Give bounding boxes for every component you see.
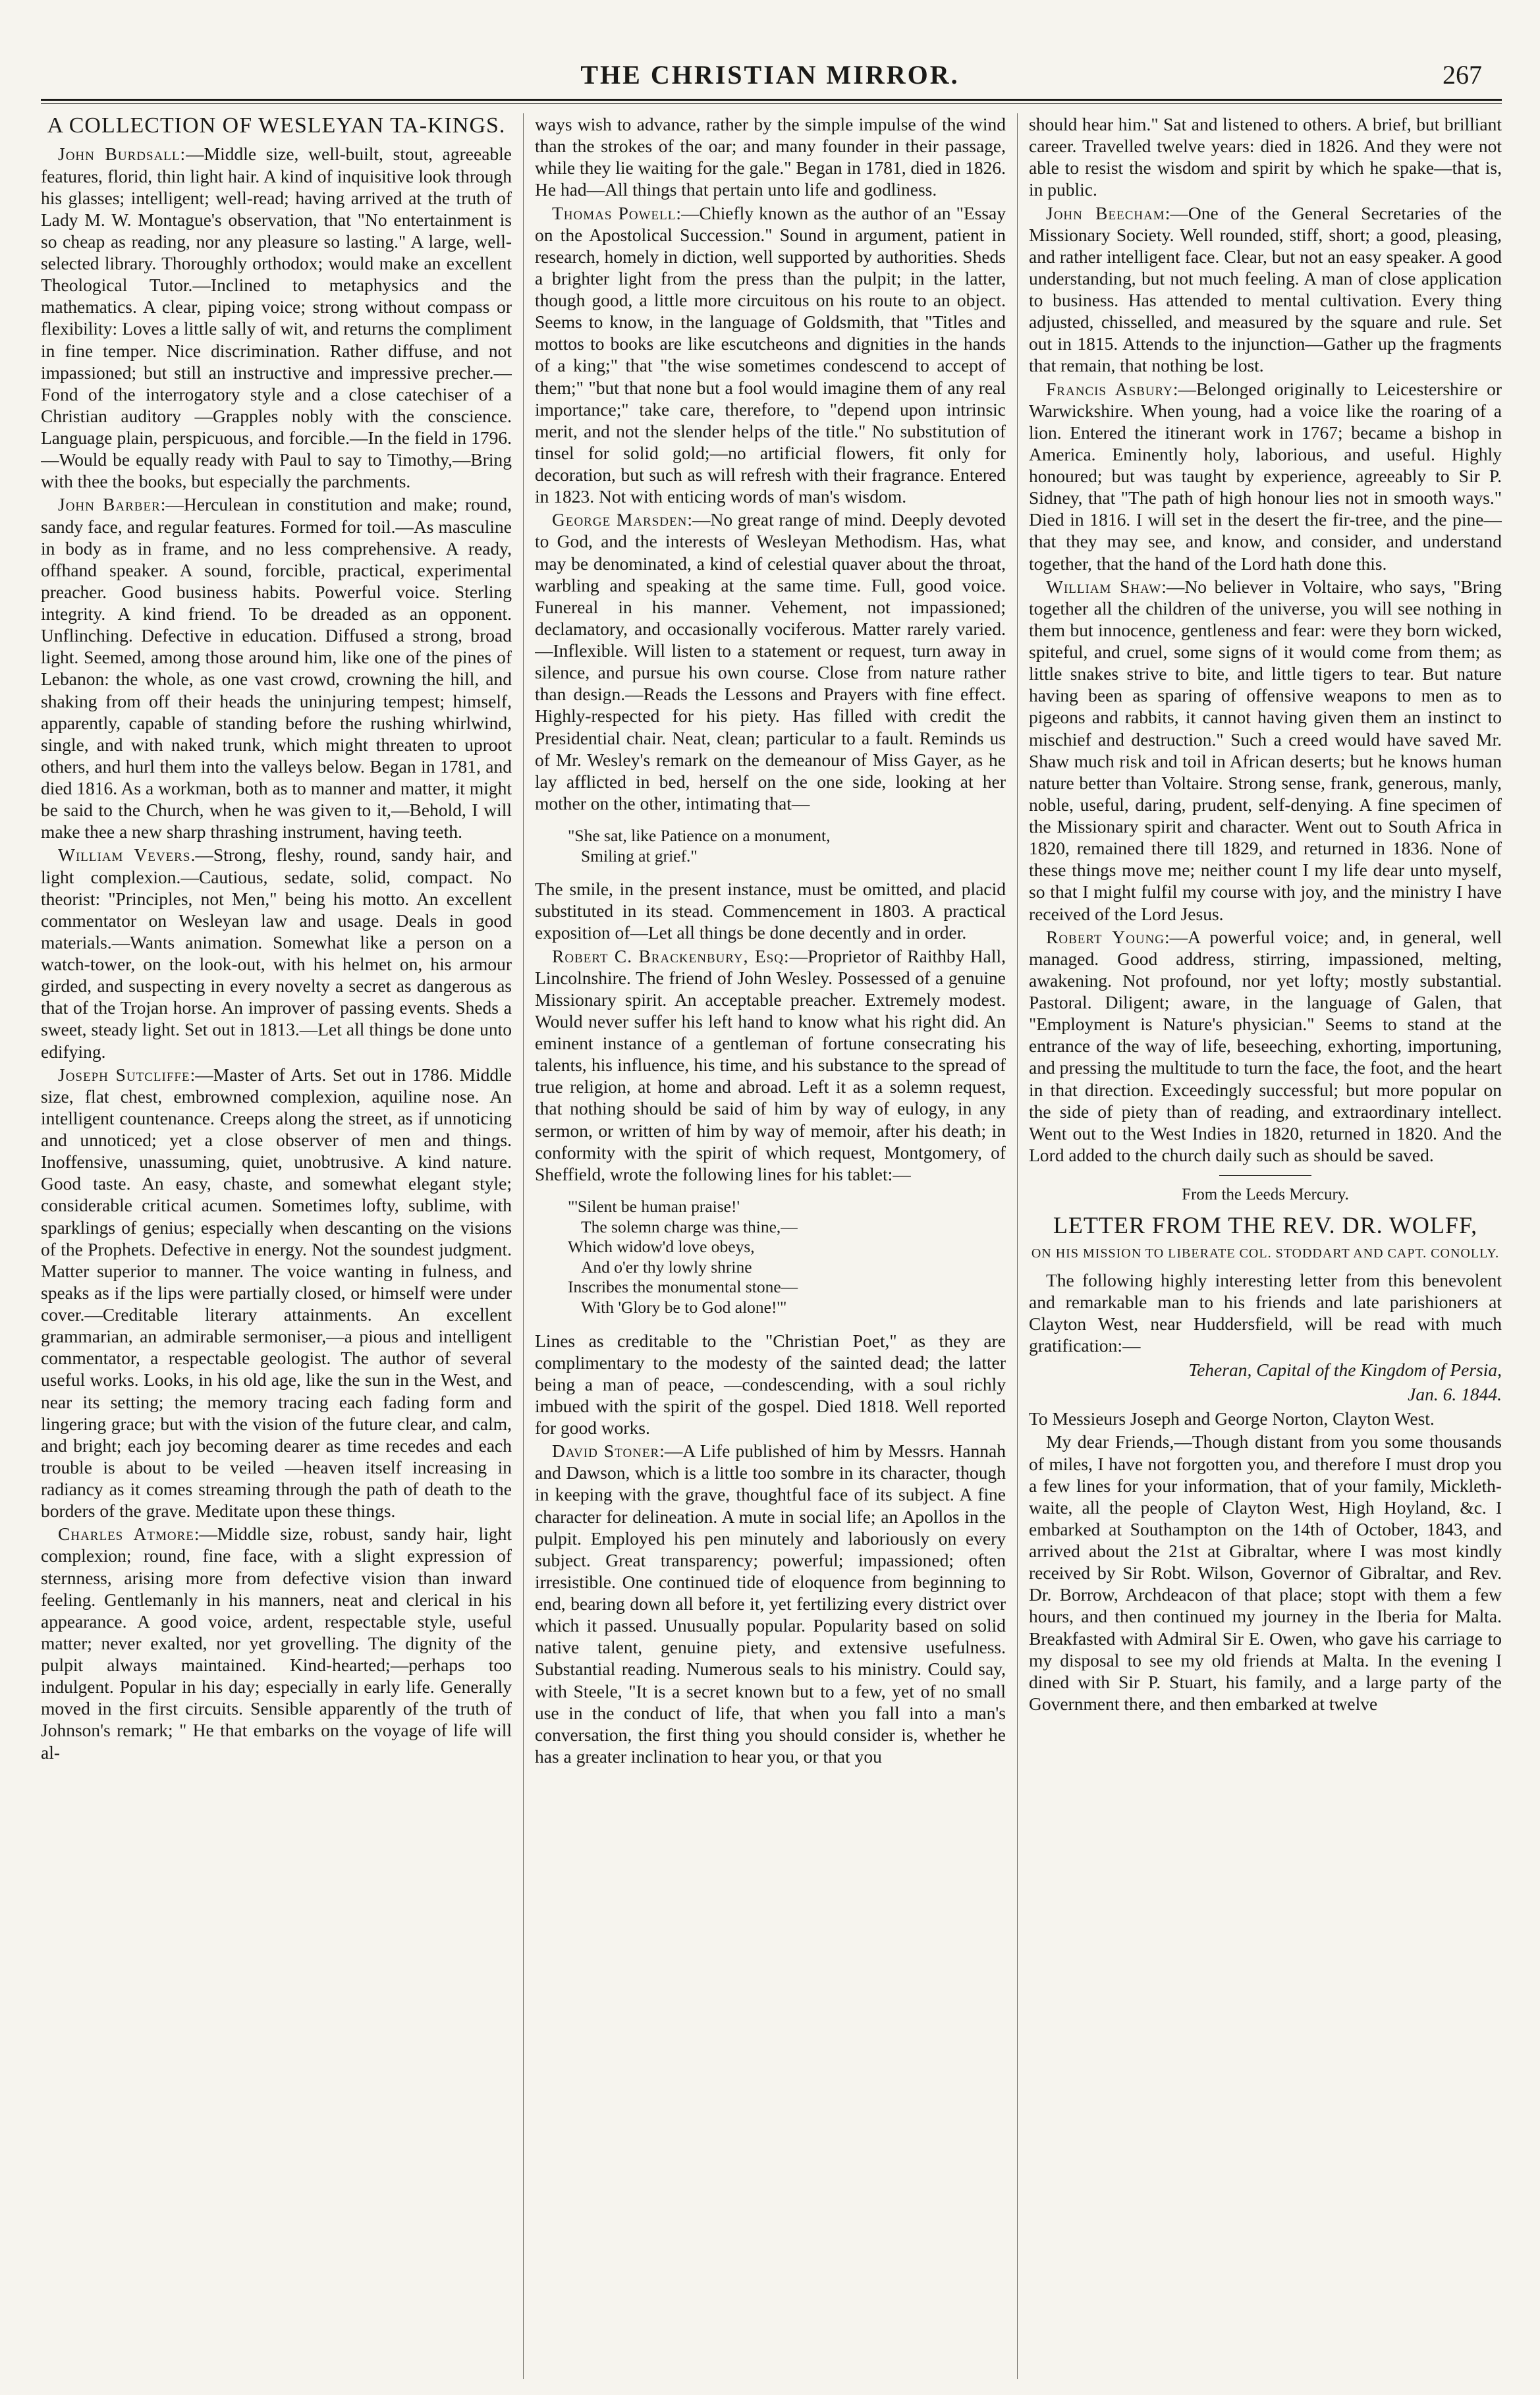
article-paragraph: My dear Friends,—Though distant from you some thousands of miles, I have not forgotten you, and therefore I must drop you a few lines for your information, that of your family, Mickleth-waite, all the people of Clayton West, High Hoyland, &c. I embarked at Southampton on the 14th of October, 1843, and arrived about the 21st at Gibraltar, where I was most kindly received by Sir Robt. Wilson, Governor of Gibraltar, and Rev. Dr. Borrow, Archdeacon of that place; stopt with them a few hours, and then continued my journey in the Iberia for Malta. Breakfasted with Admiral Sir E. Owen, who gave his carriage to my disposal to see my old friends at Malta. In the evening I dined with Sir P. Stuart, his family, and a large party of the Government there, and then embarked at twelve xyxy=(1029,1431,1502,1714)
person-name: Robert C. Brackenbury, Esq: xyxy=(552,945,790,966)
person-name: David Stoner xyxy=(552,1441,660,1462)
article-paragraph: George Marsden:—No great range of mind. Deeply devoted to God, and the interests of Wesleyan Methodism. Has, what may be denominated, a kind of celestial quaver about the throat, warbling and speaking at the same time. Full, good voice. Funereal in his manner. Vehement, not impassioned; declamatory, and occasionally vociferous. Matter rarely varied.—Inflexible. Will listen to a statement or request, turn away in silence, and pursue his own course. Close from nature rather than design.—Reads the Lessons and Prayers with fine effect. Highly-respected for his piety. Has filled with credit the Presidential chair. Neat, clean; particular to a fault. Reminds us of Mr. Wesley's remark on the demeanour of Miss Gayer, as he lay afflicted in bed, herself on the one side, looking at her mother on the other, intimating that— xyxy=(535,509,1006,813)
dateline: Teheran, Capital of the Kingdom of Persia, xyxy=(1188,1360,1502,1381)
article-paragraph: John Beecham:—One of the General Secretaries of the Missionary Society. Well rounded, stiff, short; a good, pleasing, and rather intelligent face. Clear, but not an easy speaker. A good understanding, but not much feeling. A man of close application to business. Has attended to mental cultivation. Every thing adjusted, chisselled, and measured by the square and rule. Set out in 1815. Attends to the injunction—Gather up the fragments that remain, that nothing be lost. xyxy=(1029,202,1502,376)
person-name: Charles Atmore xyxy=(58,1524,194,1545)
person-name: Thomas Powell xyxy=(552,202,676,223)
article-paragraph: Robert Young:—A powerful voice; and, in general, well managed. Good address, stirring, impassioned, melting, awakening. Not profound, nor yet lofty; mostly substantial. Pastoral. Diligent; aware, in the language of Galen, that "Employment is Nature's physician." Seems to stand at the entrance of the way of life, beseeching, exhorting, importuning, and pressing the multitude to turn the face, the foot, and the heart in that direction. Exceedingly successful; but more popular on the side of piety than of reading, and extraordinary intellect. Went out to the West Indies in 1820, returned in 1820. And the Lord added to the church daily such as should be saved. xyxy=(1029,926,1502,1165)
column-2 xyxy=(535,113,1006,2379)
article-paragraph: Francis Asbury:—Belonged originally to Leicestershire or Warwickshire. When young, had a voice like the roaring of a lion. Entered the itinerant work in 1767; became a bishop in America. Eminently holy, laborious, and useful. Highly honoured; but was taught by experience, agreeably to Sir P. Sidney, that "The path of high honour lies not in smooth ways." Died in 1816. I will set in the desert the fir-tree, and the pine—that they may see, and know, and consider, and understand together, that the hand of the Lord hath done this. xyxy=(1029,378,1502,574)
person-name: Francis Asbury xyxy=(1046,378,1173,399)
running-head xyxy=(0,53,1540,99)
column-divider xyxy=(1017,113,1018,2379)
column-3 xyxy=(1029,113,1502,2379)
article-paragraph: Charles Atmore:—Middle size, robust, sandy hair, light complexion; round, fine face, with a slight expression of sternness, arising more from defective vision than inward feeling. Gentlemanly in his manners, neat and clerical in his appearance. A good voice, ardent, respectable style, useful matter; never exalted, nor yet grovelling. The dignity of the pulpit always maintained. Kind-hearted;—perhaps too indulgent. Popular in his day; especially in early life. Generally moved in the first circuits. Sensible apparently of the truth of Johnson's remark; " He that embarks on the voyage of life will al- xyxy=(41,1524,512,1763)
person-name: William Shaw xyxy=(1046,576,1162,597)
article-paragraph: William Shaw:—No believer in Voltaire, who says, "Bring together all the children of the universe, you will see nothing in them but innocence, gentleness and fear: were they born wicked, spiteful, and cruel, some signs of it would come from them; as little snakes strive to bite, and little tigers to tear. But nature having been as sparing of offensive weapons to men as to pigeons and rabbits, it cannot having given them an instinct to mischief and destruction." Such a creed would have saved Mr. Shaw much risk and toil in African deserts; but he knows human nature better than Voltaire. Strong sense, frank, generous, manly, noble, useful, daring, prudent, self-denying. A fine specimen of the Missionary spirit and character. Went out to South Africa in 1820, remained there till 1829, and returned in 1836. None of these things move me; neither count I my life dear unto myself, so that I might fulfil my course with joy, and the ministry I have received of the Lord Jesus. xyxy=(1029,576,1502,924)
person-name: Robert Young xyxy=(1046,926,1165,947)
article-paragraph: John Burdsall:—Middle size, well-built, stout, agreeable features, florid, thin light hair. A kind of inquisitive look through his glasses; intelligent; well-read; having arrived at the truth of Lady M. W. Montague's observation, that "No entertainment is so cheap as reading, nor any pleasure so lasting." A large, well-selected library. Thoroughly orthodox; would make an excellent Theological Tutor.—Inclined to metaphysics and the mathematics. A clear, piping voice; strong without compass or flexibility: Loves a little sally of wit, and returns the compliment in fine temper. Nice discrimination. Rather diffuse, and not impassioned; but still an instructive and impressive precher.—Fond of the interrogatory style and a close catechiser of a Christian auditory —Grapples nobly with the conscience. Language plain, perspicuous, and forcible.—In the field in 1796.—Would be equally ready with Paul to say to Timothy,—Bring with thee the books, but especially the parchments. xyxy=(41,144,512,492)
person-name: Joseph Sutcliffe xyxy=(58,1064,190,1085)
article-paragraph: Joseph Sutcliffe:—Master of Arts. Set out in 1786. Middle size, flat chest, embrowned complexion, aquiline nose. An intelligent countenance. Creeps along the street, as if unnoticing and unnoticed; yet a close observer of men and things. Inoffensive, unassuming, quiet, unobtrusive. A kind nature. Good taste. An easy, chaste, and somewhat elegant style; considerable critical acumen. Sometimes lofty, sublime, with sparklings of genius; especially when descanting on the visions of the Prophets. Defective in energy. Not the soundest judgment. Matter superior to manner. The voice wanting in fulness, and speaks as if the lips were partially closed, or himself were under cover.—Creditable literary attainments. An excellent grammarian, an admirable sermoniser,—a pious and intelligent commentator, a respectable geologist. The author of several useful works. Looks, in his old age, like the sun in the West, and near its setting; the memory tracing each fading form and lingering grace; but with the vision of the future clear, and calm, and bright; each joy becoming dearer as time recedes and each trouble is about to be veiled —heaven itself increasing in radiancy as it comes streaming through the path of death to the borders of the grave. Meditate upon these things. xyxy=(41,1064,512,1522)
person-name: John Burdsall: xyxy=(58,144,186,165)
article-paragraph: ways wish to advance, rather by the simple impulse of the wind than the strokes of the oar; and many founder in their passage, while they lie waiting for the gale." Began in 1781, died in 1826. He had—All things that pertain unto life and godliness. xyxy=(535,114,1006,200)
article-paragraph: John Barber:—Herculean in constitution and make; round, sandy face, and regular features. Formed for toil.—As masculine in body as in frame, and no less comprehensive. A ready, offhand speaker. A sound, forcible, practical, experimental preacher. Good business habits. Powerful voice. Sterling integrity. A kind friend. To be dreaded as an opponent. Unflinching. Defective in education. Diffused a strong, broad light. Seemed, among those around him, like one of the pines of Lebanon: the whole, as one vast crowd, crowning the hill, and shaking from off their heads the uninjuring tempest; himself, apparently, capable of standing before the rushing whirlwind, single, and with naked trunk, which might threaten to uproot others, and hurl them into the valleys below. Began in 1781, and died 1816. As a workman, both as to manner and matter, it might be said to the Church, when he was given to it,—Behold, I will make thee a new sharp thrashing instrument, having teeth. xyxy=(41,494,512,842)
column-1 xyxy=(41,113,512,2379)
section-divider xyxy=(1219,1175,1311,1176)
header-rule-thin xyxy=(41,103,1502,104)
column-divider xyxy=(523,113,524,2379)
article-paragraph: The following highly interesting letter from this benevolent and remarkable man to his friends and late parishioners at Clayton West, near Huddersfield, will be read with much gratification:— xyxy=(1029,1269,1502,1356)
page-title: THE CHRISTIAN MIRROR. xyxy=(580,60,960,90)
quotation: "She sat, like Patience on a monument, Smiling at grief." xyxy=(568,826,831,866)
person-name: John Beecham xyxy=(1046,202,1165,223)
article-paragraph: Robert C. Brackenbury, Esq:—Proprietor of Raithby Hall, Lincolnshire. The friend of John Wesley. Possessed of a genuine Missionary spirit. An acceptable preacher. Extremely modest. Would never suffer his left hand to know what his right did. An eminent instance of a gentleman of fortune consecrating his talents, his influence, his time, and his substance to the spread of true religion, at home and abroad. Left it as a solemn request, that nothing should be said of him by way of eulogy, in any sermon, or written of him by way of memoir, after his death; in conformity with the spirit of which request, Montgomery, of Sheffield, wrote the following lines for his tablet:— xyxy=(535,945,1006,1184)
letter-title: LETTER FROM THE REV. DR. WOLFF, xyxy=(1053,1212,1478,1239)
person-name: George Marsden xyxy=(552,509,688,530)
letter-subtitle: ON HIS MISSION TO LIBERATE COL. STODDART AND CAPT. CONOLLY. xyxy=(1031,1246,1500,1261)
person-name: John Barber xyxy=(58,494,161,515)
person-name: William Vevers xyxy=(58,844,191,866)
article-paragraph: William Vevers.—Strong, fleshy, round, sandy hair, and light complexion.—Cautious, sedate, solid, compact. No theorist: "Principles, not Men," being his motto. An excellent commentator on Wesleyan law and usage. Deals in good materials.—Wants animation. Somewhat like a person on a watch-tower, on the look-out, with his helmet on, his armour girded, and suspecting in every novelty a secret as dangerous as that of the Trojan horse. An improver of passing events. Sheds a sweet, steady light. Set out in 1813.—Let all things be done unto edifying. xyxy=(41,844,512,1062)
article-paragraph: The smile, in the present instance, must be omitted, and placid substituted in its stead. Commencement in 1803. A practical exposition of—Let all things be done decently and in order. xyxy=(535,879,1006,943)
page-number: 267 xyxy=(1443,60,1482,90)
section-heading: A COLLECTION OF WESLEYAN TA-KINGS. xyxy=(47,113,506,138)
salutation: To Messieurs Joseph and George Norton, Clayton West. xyxy=(1029,1408,1435,1429)
dateline-date: Jan. 6. 1844. xyxy=(1408,1384,1502,1405)
epitaph-poem: "'Silent be human praise!' The solemn charge was thine,— Which widow'd love obeys, And o'er thy lowly shrine Inscribes the monumental stone— With 'Glory be to God alone!'" xyxy=(568,1196,798,1317)
header-rule xyxy=(41,99,1502,101)
article-paragraph: Lines as creditable to the "Christian Poet," as they are complimentary to the modesty of the sainted dead; the latter being a man of peace, —condescending, with a soul richly imbued with the spirit of the gospel. Died 1818. Well reported for good works. xyxy=(535,1330,1006,1438)
article-paragraph: David Stoner:—A Life published of him by Messrs. Hannah and Dawson, which is a little too sombre in its character, though in keeping with the grave, thoughtful face of its subject. A fine character for delineation. A mute in social life; an Apollos in the pulpit. Employed his pen minutely and laboriously on every subject. Great transparency; powerful; impassioned; often irresistible. One continued tide of eloquence from beginning to end, bearing down all before it, yet fertilizing every district over which it passed. Unusually popular. Popularity based on solid native talent, genuine piety, and extensive usefulness. Substantial reading. Numerous seals to his ministry. Could say, with Steele, "It is a secret known but to a few, yet of no small use in the conduct of life, that when you fall into a man's conversation, the first thing you should consider is, whether he has a greater inclination to hear you, or that you xyxy=(535,1441,1006,1767)
source-credit: From the Leeds Mercury. xyxy=(1182,1186,1349,1203)
article-paragraph: Thomas Powell:—Chiefly known as the author of an "Essay on the Apostolical Succession." Sound in argument, patient in research, homely in diction, well supported by authorities. Sheds a brighter light from the press than the pulpit; in the latter, though good, a little more circuitous on his route to an object. Seems to know, in the language of Goldsmith, that "Titles and mottos to books are like escutcheons and dignities in the hands of a king;" that "the wise sometimes condescend to accept of them;" "but that none but a fool would imagine them of any real importance;" take care, therefore, to "depend upon intrinsic merit, and not the slender helps of the title." No substitution of tinsel for solid gold;—no artificial flowers, fit only for decoration, but such as will refresh with their fragrance. Entered in 1823. Not with enticing words of man's wisdom. xyxy=(535,202,1006,507)
article-paragraph: should hear him." Sat and listened to others. A brief, but brilliant career. Travelled twelve years: died in 1826. And they were not able to resist the wisdom and spirit by which he spake—that is, in public. xyxy=(1029,114,1502,200)
